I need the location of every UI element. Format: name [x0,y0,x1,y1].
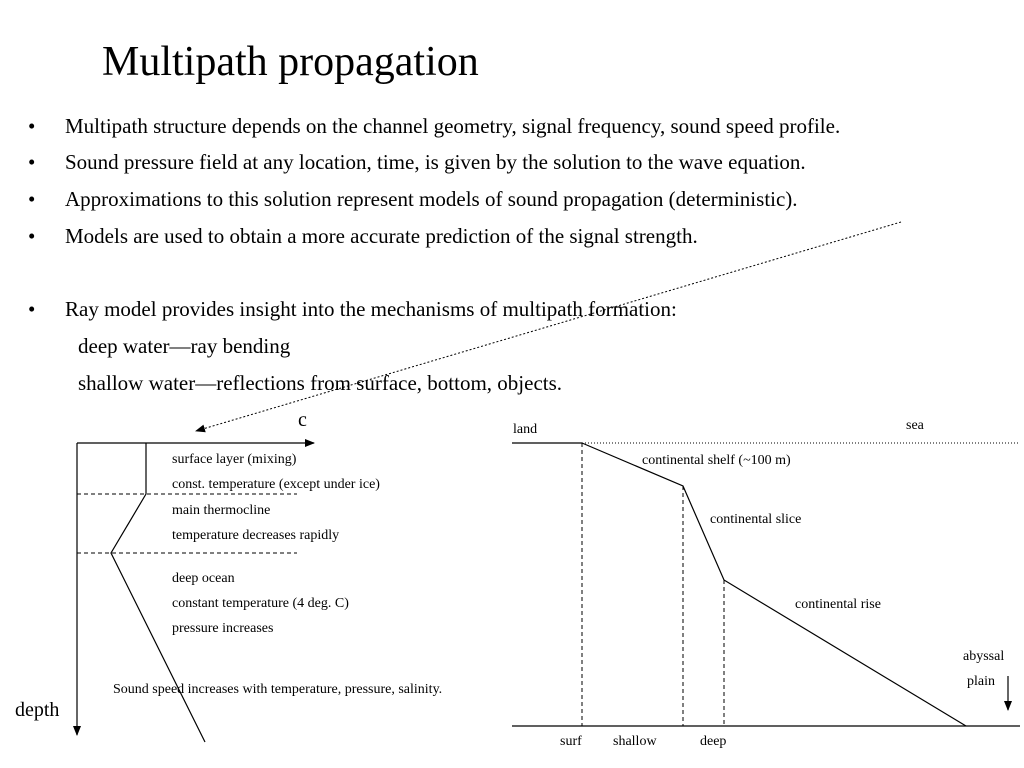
land-label: land [513,422,538,437]
bullet-marker: • [28,297,36,321]
sound-speed-note: Sound speed increases with temperature, pressure, salinity. [113,682,443,697]
zone-deep-label: deep [700,734,727,749]
deep-ocean-label: deep ocean [172,571,235,586]
bullet-text: Multipath structure depends on the channel geometry, signal frequency, sound speed profile. [65,114,841,138]
thermocline-detail: temperature decreases rapidly [172,528,340,543]
pointer-line [196,222,901,431]
bullet-text: Approximations to this solution represent models of sound propagation (deterministic). [65,187,798,211]
bullet-marker: • [28,150,36,174]
sea-label: sea [906,418,924,433]
depth-axis-label: depth [15,699,60,721]
sub-item-deep-water: deep water—ray bending [78,334,291,358]
thermocline-label: main thermocline [172,503,271,518]
deep-ocean-detail: constant temperature (4 deg. C) [172,596,349,611]
continental-rise-label: continental rise [795,597,881,612]
zone-shallow-label: shallow [613,734,657,749]
plain-label: plain [967,674,995,689]
bullet-marker: • [28,114,36,138]
abyssal-label: abyssal [963,649,1005,664]
slide-title: Multipath propagation [102,39,479,85]
bullet-text: Ray model provides insight into the mechanisms of multipath formation: [65,297,677,321]
sub-item-shallow-water: shallow water—reflections from surface, bottom, objects. [78,371,563,395]
deep-ocean-detail-2: pressure increases [172,621,274,636]
surface-layer-label: surface layer (mixing) [172,452,297,467]
surface-layer-detail: const. temperature (except under ice) [172,477,380,492]
bullet-text: Models are used to obtain a more accurate prediction of the signal strength. [65,224,698,248]
c-axis-label: c [298,409,307,431]
bullet-text: Sound pressure field at any location, time, is given by the solution to the wave equation. [65,150,806,174]
seabed-profile-line [582,443,966,726]
bullet-marker: • [28,224,36,248]
zone-surf-label: surf [560,734,582,749]
continental-shelf-label: continental shelf (~100 m) [642,453,791,468]
continental-slice-label: continental slice [710,512,802,527]
bullet-marker: • [28,187,36,211]
